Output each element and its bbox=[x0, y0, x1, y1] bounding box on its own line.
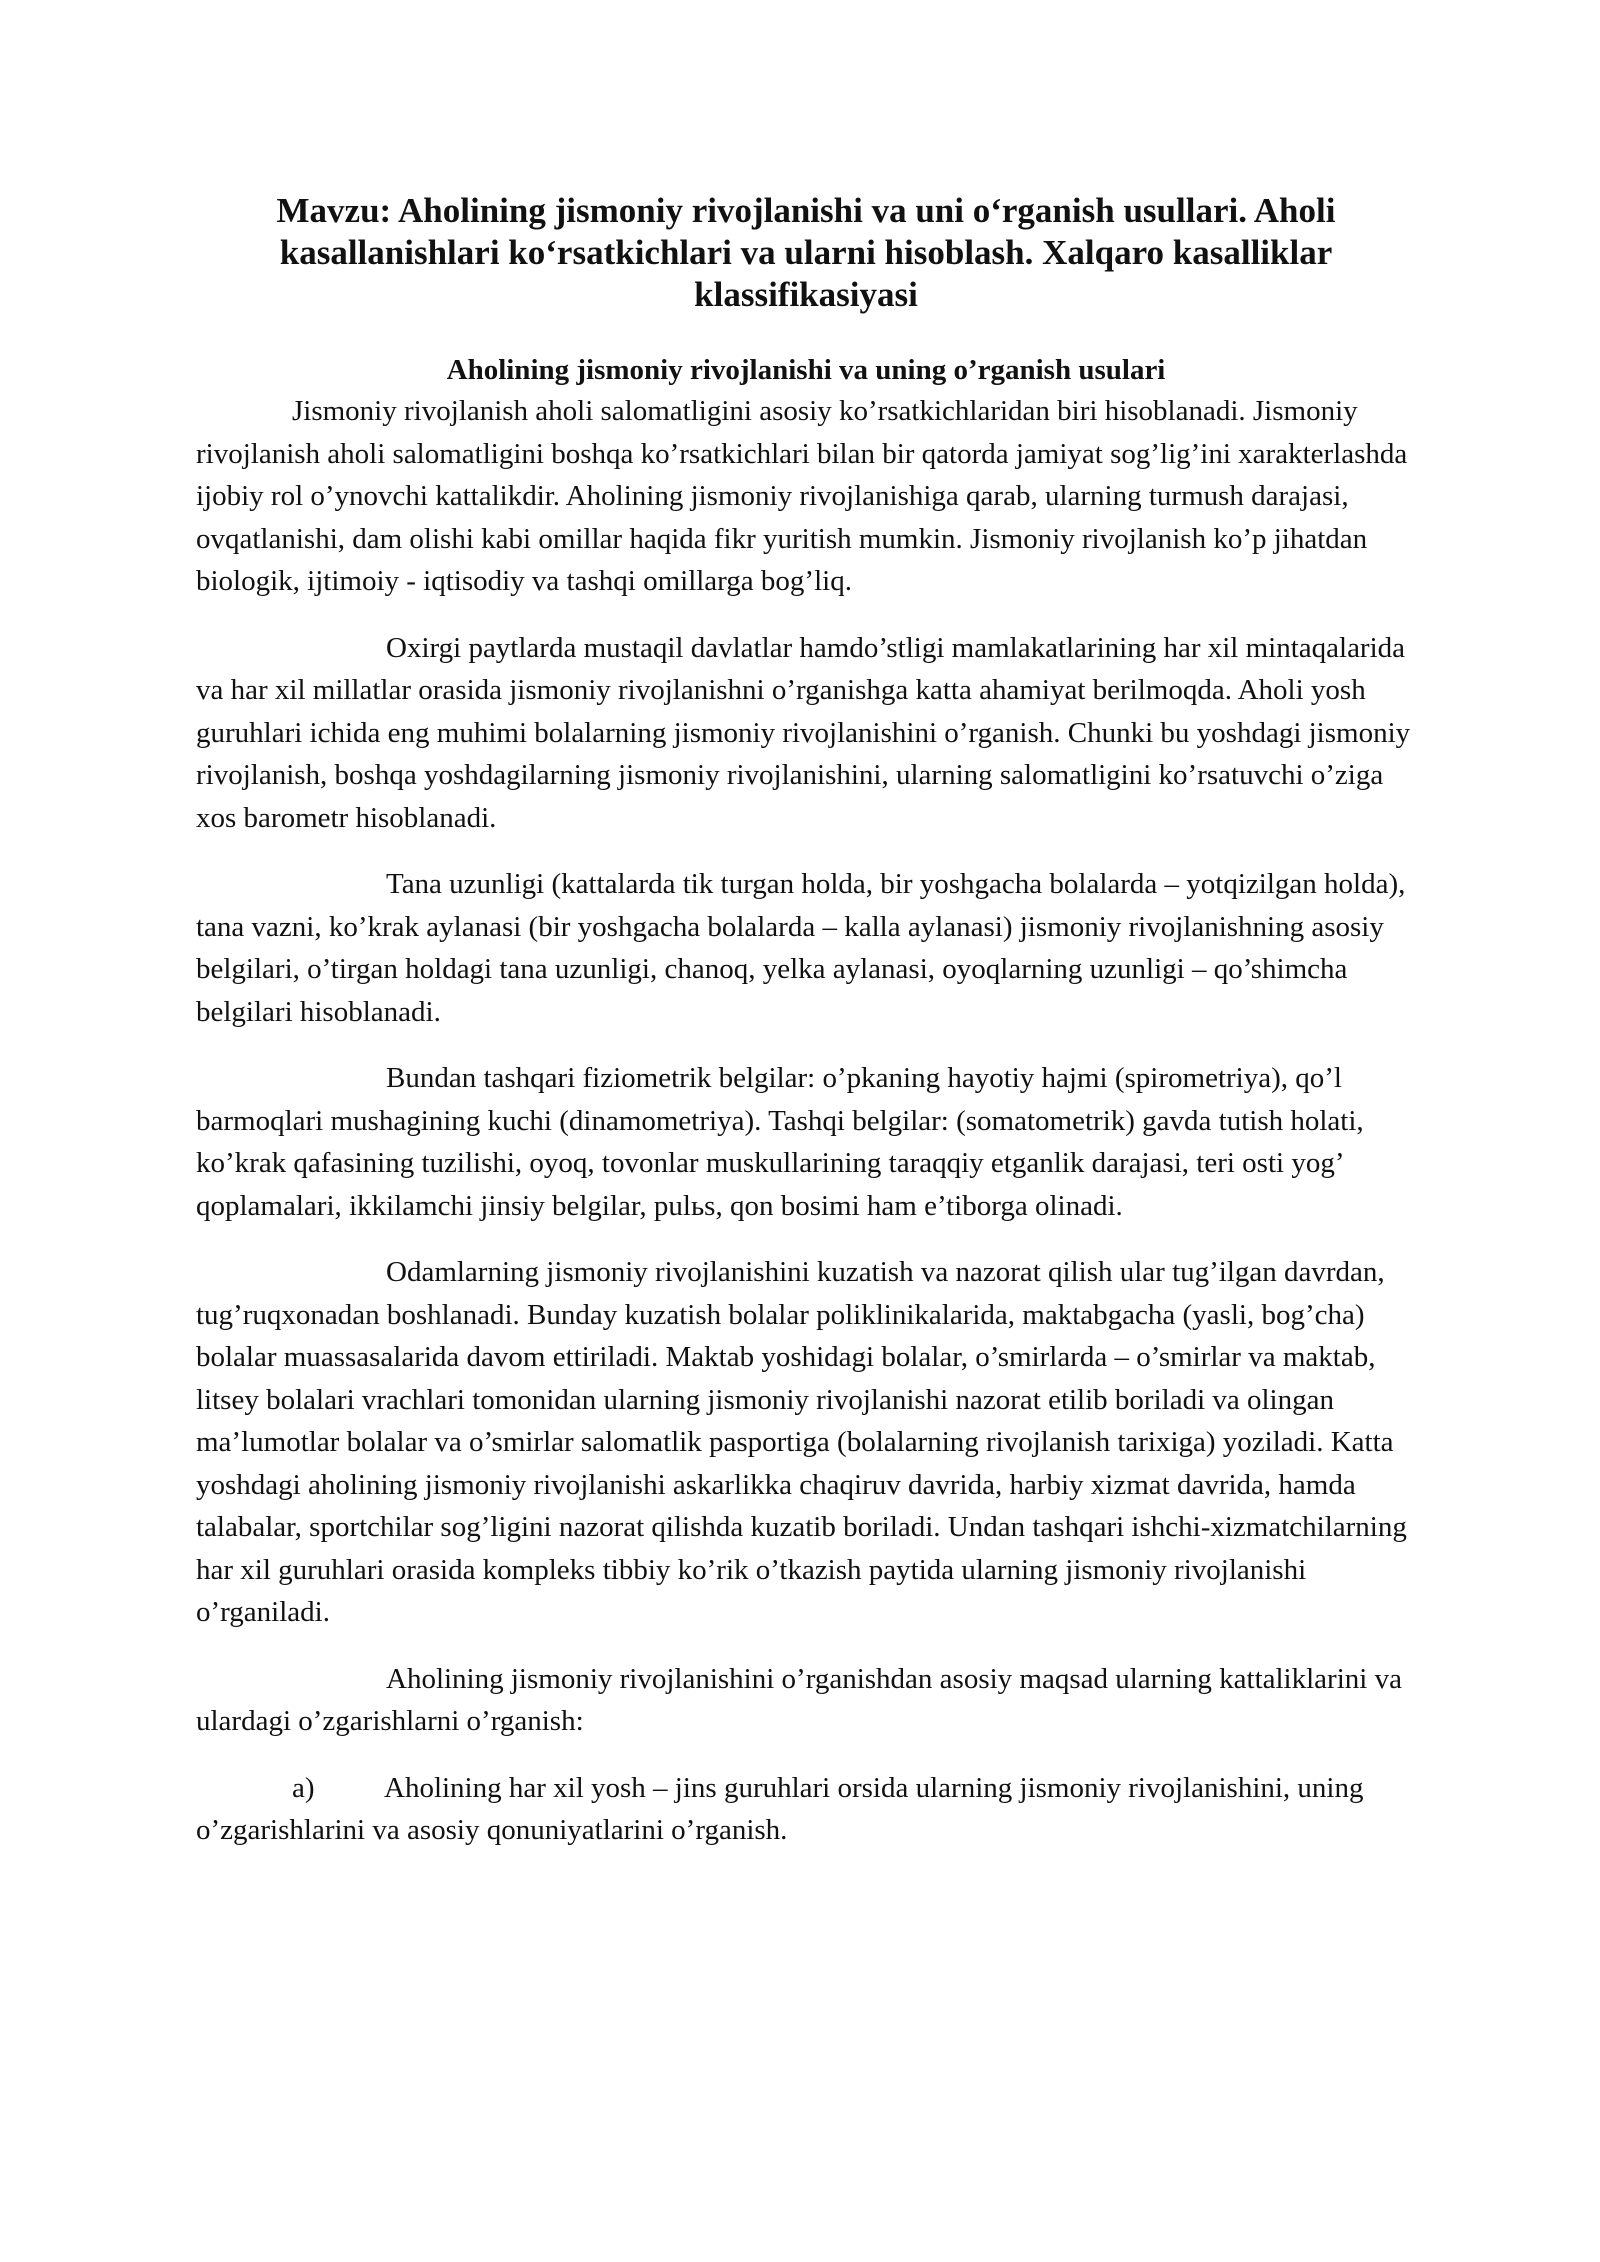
paragraph-1: Jismoniy rivojlanish aholi salomatligini asosiy ko’rsatkichlaridan biri hisoblanadi. Jismoniy rivojlanish aholi salomatligini boshqa ko’rsatkichlari bilan bir qatorda jamiyat sog’lig’ini xarakterlashda ijobiy rol o’ynovchi kattalikdir. Aholining jismoniy rivojlanishiga qarab, ularning turmush darajasi, ovqatlanishi, dam olishi kabi omillar haqida fikr yuritish mumkin. Jismoniy rivojlanish ko’p jihatdan biologik, ijtimoiy - iqtisodiy va tashqi omillarga bog’liq. bbox=[196, 395, 1408, 597]
list-item-text: Aholining har xil yosh – jins guruhlari orsida ularning jismoniy rivojlanishini, uning o’zgarishlarini va asosiy qonuniyatlarini o’rganish. bbox=[196, 1771, 1364, 1846]
document-page bbox=[196, 190, 1416, 1876]
paragraph-3: Tana uzunligi (kattalarda tik turgan holda, bir yoshgacha bolalarda – yotqizilgan holda), tana vazni, ko’krak aylanasi (bir yoshgacha bolalarda – kalla aylanasi) jismoniy rivojlanishning asosiy belgilari, o’tirgan holdagi tana uzunligi, chanoq, yelka aylanasi, oyoqlarning uzunligi – qo’shimcha belgilari hisoblanadi. bbox=[196, 868, 1406, 1028]
paragraph-4: Bundan tashqari fiziometrik belgilar: o’pkaning hayotiy hajmi (spirometriya), qo’l barmoqlari mushagining kuchi (dinamometriya). Tashqi belgilar: (somatometrik) gavda tutish holati, ko’krak qafasining tuzilishi, oyoq, tovonlar muskullarining taraqqiy etganlik darajasi, teri osti yog’ qoplamalari, ikkilamchi jinsiy belgilar, pulьs, qon bosimi ham e’tiborga olinadi. bbox=[196, 1062, 1364, 1222]
section-heading: Aholining jismoniy rivojlanishi va uning o’rganish usulari bbox=[446, 354, 1166, 386]
list-marker: a) bbox=[292, 1771, 315, 1804]
paragraph-2: Oxirgi paytlarda mustaqil davlatlar hamdo’stligi mamlakatlarining har xil mintaqalarida va har xil millatlar orasida jismoniy rivojlanishni o’rganishga katta ahamiyat berilmoqda. Aholi yosh guruhlari ichida eng muhimi bolalarning jismoniy rivojlanishini o’rganish. Chunki bu yoshdagi jismoniy rivojlanish, boshqa yoshdagilarning jismoniy rivojlanishini, ularning salomatligini ko’rsatuvchi o’ziga xos barometr hisoblanadi. bbox=[196, 631, 1411, 834]
document-title: Mavzu: Aholining jismoniy rivojlanishi va uni o‘rganish usullari. Aholi kasallanishlari ko‘rsatkichlari va ularni hisoblash. Xalqaro kasalliklar klassifikasiyasi bbox=[276, 191, 1336, 314]
paragraph-6: Aholining jismoniy rivojlanishini o’rganishdan asosiy maqsad ularning kattaliklarini va ulardagi o’zgarishlarni o’rganish: bbox=[196, 1662, 1402, 1737]
paragraph-5: Odamlarning jismoniy rivojlanishini kuzatish va nazorat qilish ular tug’ilgan davrdan, tug’ruqxonadan boshlanadi. Bunday kuzatish bolalar poliklinikalarida, maktabgacha (yasli, bog’cha) bolalar muassasalarida davom ettiriladi. Maktab yoshidagi bolalar, o’smirlarda – o’smirlar va maktab, litsey bolalari vrachlari tomonidan ularning jismoniy rivojlanishi nazorat etilib boriladi va olingan ma’lumotlar bolalar va o’smirlar salomatlik pasportiga (bolalarning rivojlanish tarixiga) yoziladi. Katta yoshdagi aholining jismoniy rivojlanishi askarlikka chaqiruv davrida, harbiy xizmat davrida, hamda talabalar, sportchilar sog’ligini nazorat qilishda kuzatib boriladi. Undan tashqari ishchi-xizmatchilarning har xil guruhlari orasida kompleks tibbiy ko’rik o’tkazish paytida ularning jismoniy rivojlanishi o’rganiladi. bbox=[196, 1256, 1407, 1628]
list-item bbox=[196, 1767, 1416, 1852]
